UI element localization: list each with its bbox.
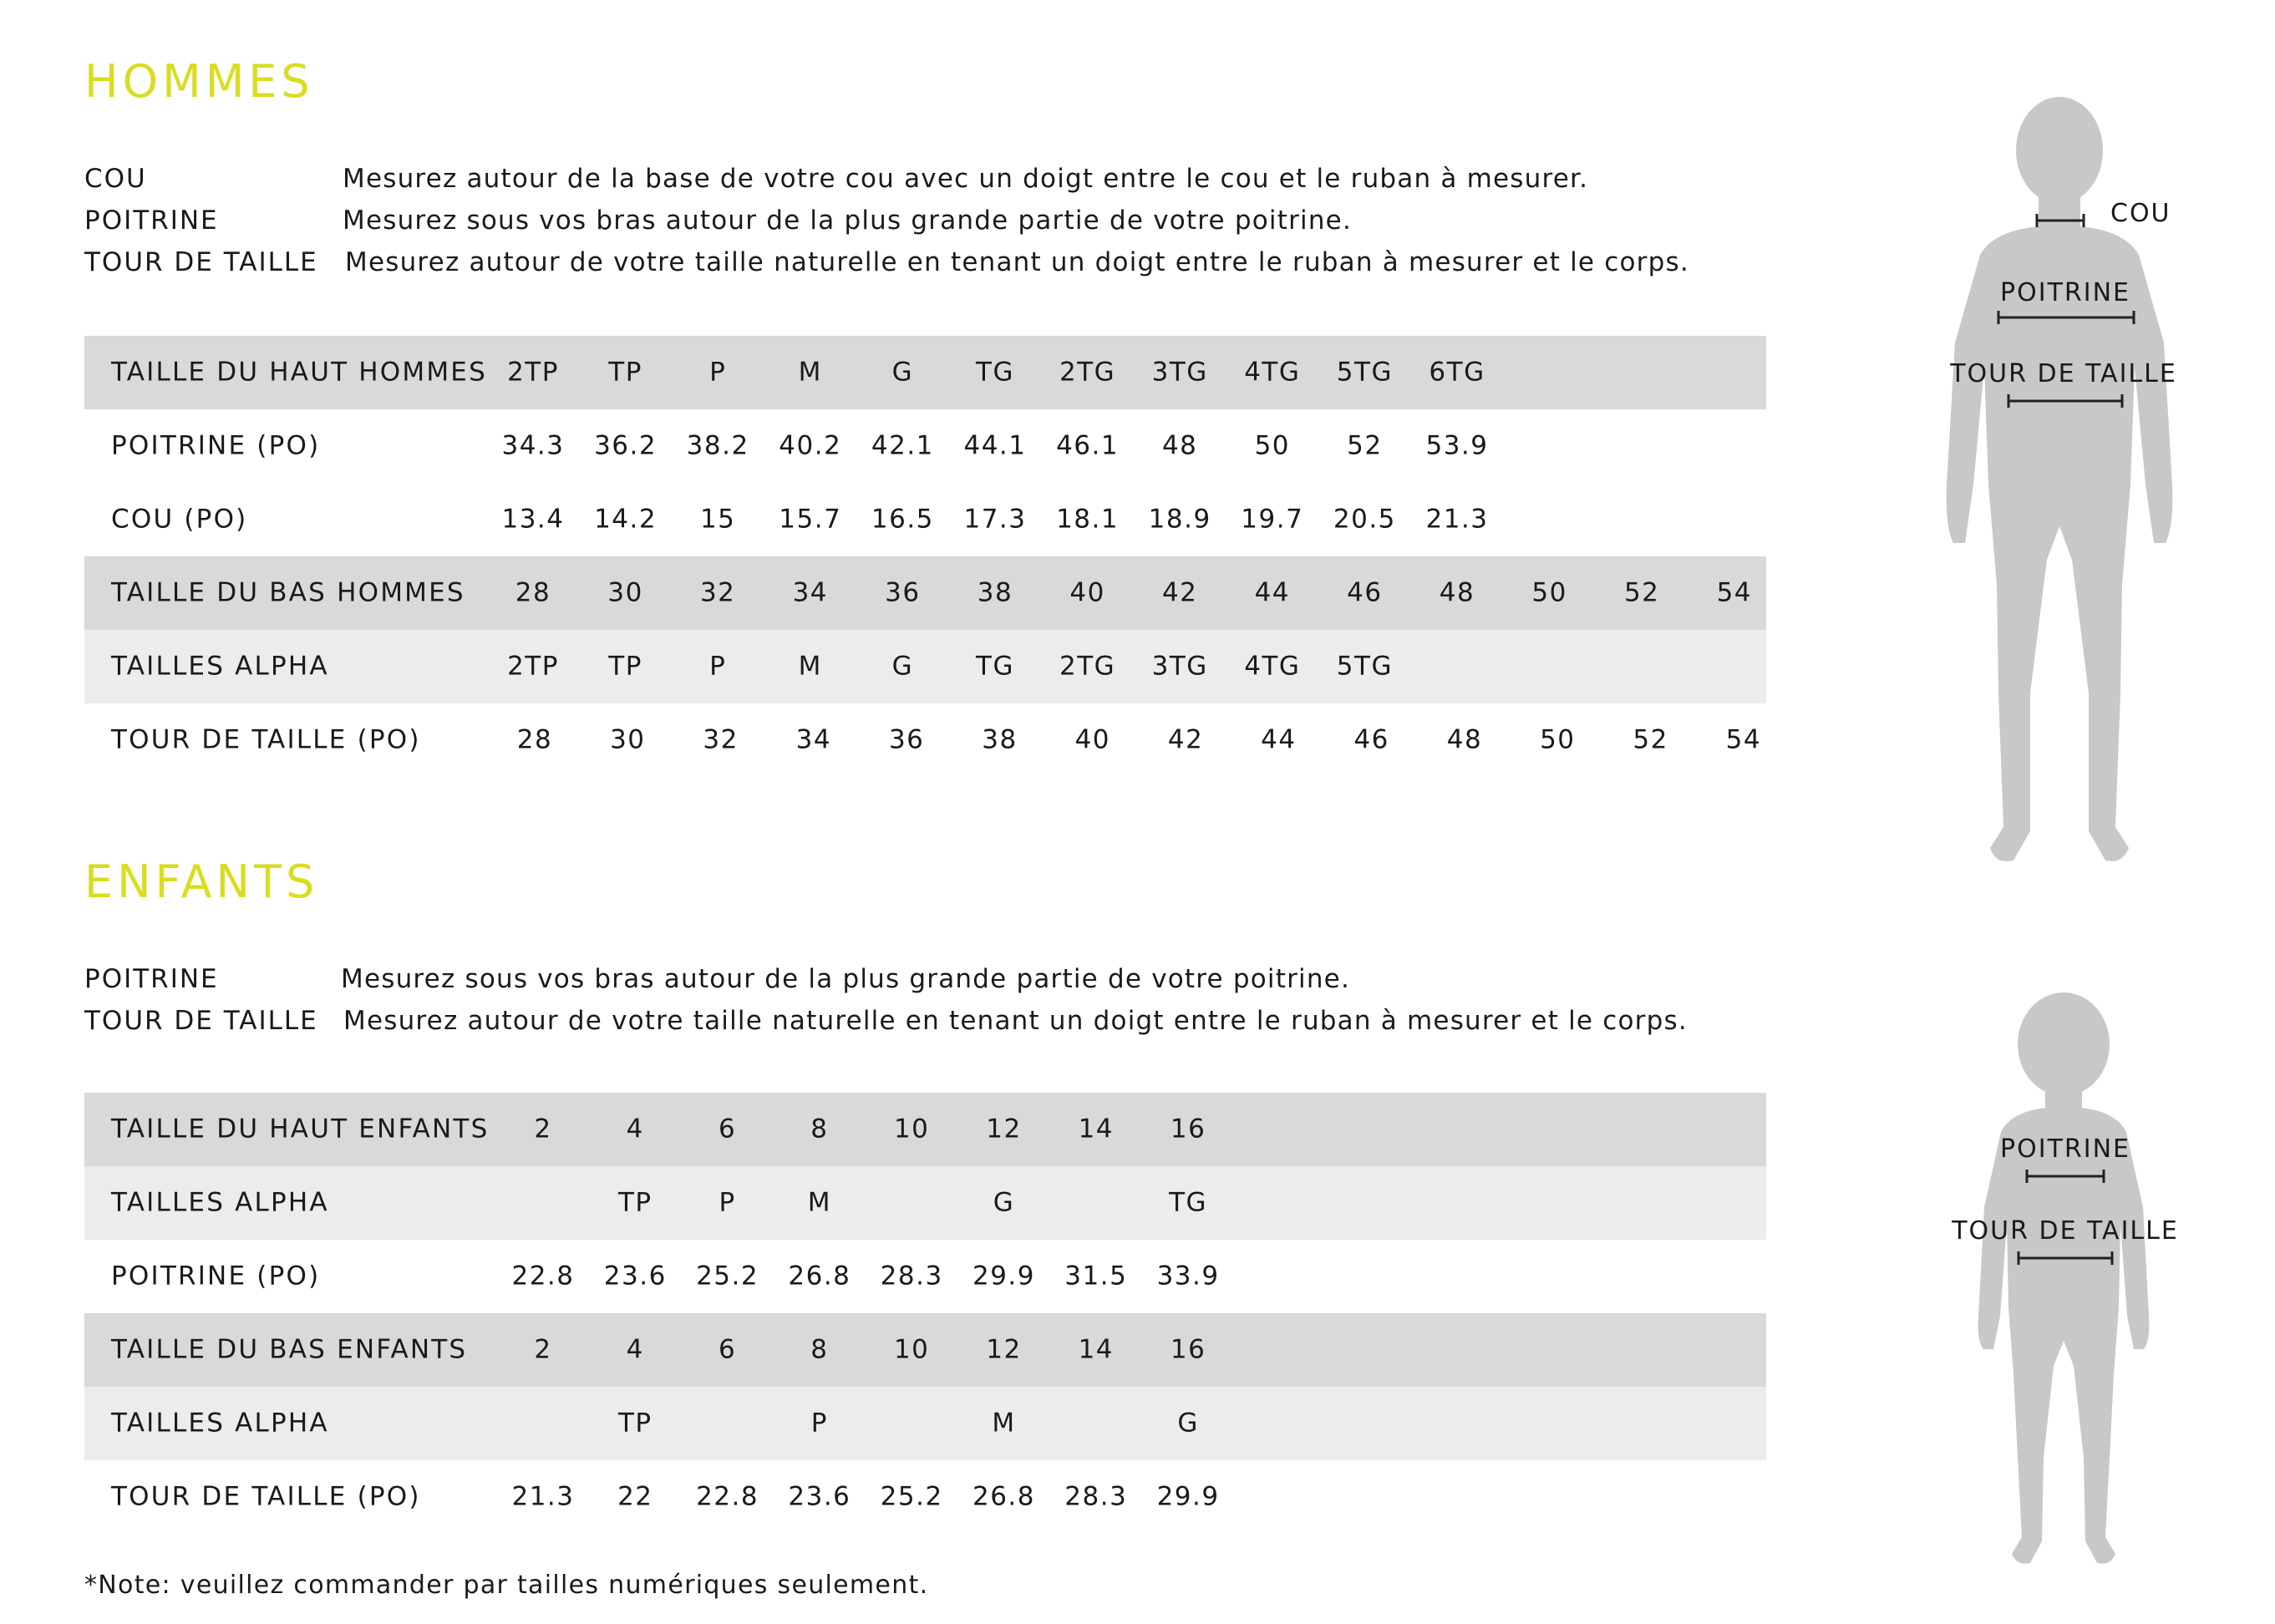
table-cell: 22.8 xyxy=(696,1481,759,1512)
table-cell: TG xyxy=(976,357,1014,388)
table-cell: 34 xyxy=(792,577,829,608)
table-cell: 22 xyxy=(617,1481,653,1512)
table-cell: 48 xyxy=(1446,724,1483,755)
table-cell: 16.5 xyxy=(871,504,934,535)
table-cell: 4TG xyxy=(1244,357,1301,388)
table-cell: 31.5 xyxy=(1064,1261,1128,1292)
row-label: POITRINE (PO) xyxy=(111,430,321,461)
table-cell: 12 xyxy=(986,1114,1022,1144)
men-instruction-text-waist: Mesurez autour de votre taille naturelle en tenant un doigt entre le ruban à mesurer et le corps. xyxy=(345,247,1689,277)
row-label: TAILLES ALPHA xyxy=(111,651,329,682)
table-cell: 33.9 xyxy=(1156,1261,1220,1292)
table-cell: 2TG xyxy=(1059,651,1116,682)
table-cell: 34 xyxy=(795,724,832,755)
kids-instruction-label-chest: POITRINE xyxy=(84,964,219,994)
row-label: TAILLES ALPHA xyxy=(111,1408,329,1439)
table-cell: 26.8 xyxy=(788,1261,851,1292)
table-cell: 46 xyxy=(1347,577,1383,608)
table-cell: 2 xyxy=(534,1334,552,1365)
table-cell: 29.9 xyxy=(1156,1481,1220,1512)
table-cell: 46.1 xyxy=(1056,430,1120,461)
table-cell: 8 xyxy=(810,1334,829,1365)
table-cell: 25.2 xyxy=(696,1261,759,1292)
adult-waist-label: TOUR DE TAILLE xyxy=(1950,359,2177,388)
row-label: TAILLE DU HAUT ENFANTS xyxy=(111,1114,490,1144)
table-cell: M xyxy=(798,651,822,682)
table-cell: 46 xyxy=(1353,724,1389,755)
table-cell: TP xyxy=(617,1187,653,1218)
table-cell: 25.2 xyxy=(880,1481,943,1512)
table-cell: TG xyxy=(1169,1187,1208,1218)
table-cell: 44 xyxy=(1254,577,1291,608)
child-chest-measure-line xyxy=(2025,1168,2105,1185)
kids-section-title: ENFANTS xyxy=(84,855,319,908)
table-cell: 48 xyxy=(1439,577,1475,608)
table-cell: 36.2 xyxy=(594,430,658,461)
child-waist-measure-line xyxy=(2017,1250,2114,1266)
table-cell: 2TG xyxy=(1059,357,1116,388)
table-cell: G xyxy=(1177,1408,1199,1439)
table-cell: 18.9 xyxy=(1148,504,1211,535)
row-label: TAILLE DU HAUT HOMMES xyxy=(111,357,487,388)
table-cell: 6TG xyxy=(1429,357,1485,388)
men-section-title: HOMMES xyxy=(84,55,314,108)
table-cell: 2TP xyxy=(507,651,559,682)
table-cell: 30 xyxy=(610,724,646,755)
kids-row-band xyxy=(84,1387,1766,1460)
table-cell: 18.1 xyxy=(1056,504,1120,535)
table-cell: 40 xyxy=(1069,577,1105,608)
table-cell: 21.3 xyxy=(511,1481,575,1512)
table-cell: 5TG xyxy=(1336,357,1393,388)
table-cell: 15.7 xyxy=(779,504,842,535)
table-cell: 28 xyxy=(516,724,553,755)
table-cell: 29.9 xyxy=(972,1261,1036,1292)
kids-instruction-label-waist: TOUR DE TAILLE xyxy=(84,1006,318,1036)
adult-chest-label: POITRINE xyxy=(2000,278,2130,307)
table-cell: M xyxy=(798,357,822,388)
table-cell: 12 xyxy=(986,1334,1022,1365)
men-instruction-text-neck: Mesurez autour de la base de votre cou avec un doigt entre le cou et le ruban à mesurer. xyxy=(343,164,1589,194)
table-cell: 19.7 xyxy=(1241,504,1304,535)
table-cell: 50 xyxy=(1531,577,1567,608)
adult-neck-label: COU xyxy=(2110,199,2171,228)
table-cell: 10 xyxy=(893,1334,930,1365)
table-cell: 14 xyxy=(1078,1334,1115,1365)
table-cell: TG xyxy=(976,651,1014,682)
table-cell: 38.2 xyxy=(686,430,749,461)
table-cell: P xyxy=(709,357,727,388)
table-cell: 20.5 xyxy=(1333,504,1396,535)
table-cell: 50 xyxy=(1540,724,1576,755)
table-cell: 3TG xyxy=(1151,357,1208,388)
table-cell: 32 xyxy=(703,724,739,755)
table-cell: 54 xyxy=(1725,724,1762,755)
child-chest-label: POITRINE xyxy=(2000,1134,2130,1164)
adult-chest-measure-line xyxy=(1997,309,2135,326)
kids-instruction-text-waist: Mesurez autour de votre taille naturelle en tenant un doigt entre le ruban à mesurer et le corps. xyxy=(343,1006,1688,1036)
table-cell: M xyxy=(992,1408,1016,1439)
table-cell: 34.3 xyxy=(501,430,565,461)
table-cell: 52 xyxy=(1347,430,1383,461)
row-label: TOUR DE TAILLE (PO) xyxy=(111,724,421,755)
table-cell: 10 xyxy=(893,1114,930,1144)
table-cell: 23.6 xyxy=(788,1481,851,1512)
table-cell: 52 xyxy=(1623,577,1660,608)
table-cell: 17.3 xyxy=(963,504,1027,535)
table-cell: 16 xyxy=(1170,1334,1206,1365)
table-cell: TP xyxy=(608,357,642,388)
table-cell: 28 xyxy=(515,577,551,608)
table-cell: 32 xyxy=(699,577,736,608)
table-cell: 4 xyxy=(626,1334,644,1365)
table-cell: M xyxy=(807,1187,832,1218)
table-cell: 54 xyxy=(1716,577,1753,608)
table-cell: 36 xyxy=(888,724,925,755)
table-cell: G xyxy=(993,1187,1015,1218)
table-cell: G xyxy=(891,651,914,682)
men-instruction-label-waist: TOUR DE TAILLE xyxy=(84,247,318,277)
table-cell: 26.8 xyxy=(972,1481,1036,1512)
table-cell: 3TG xyxy=(1151,651,1208,682)
table-cell: 6 xyxy=(718,1114,737,1144)
adult-neck-measure-line xyxy=(2035,212,2085,229)
row-label: TAILLE DU BAS ENFANTS xyxy=(111,1334,468,1365)
footnote: *Note: veuillez commander par tailles numériques seulement. xyxy=(84,1571,929,1600)
table-cell: 30 xyxy=(607,577,643,608)
table-cell: 23.6 xyxy=(603,1261,667,1292)
row-label: POITRINE (PO) xyxy=(111,1261,321,1292)
table-cell: 15 xyxy=(699,504,736,535)
table-cell: 6 xyxy=(718,1334,737,1365)
table-cell: 44.1 xyxy=(963,430,1027,461)
table-cell: 38 xyxy=(982,724,1018,755)
table-cell: 38 xyxy=(977,577,1013,608)
men-instruction-label-neck: COU xyxy=(84,164,147,194)
kids-instruction-text-chest: Mesurez sous vos bras autour de la plus grande partie de votre poitrine. xyxy=(341,964,1351,994)
table-cell: 4 xyxy=(626,1114,644,1144)
table-cell: 22.8 xyxy=(511,1261,575,1292)
table-cell: 2TP xyxy=(507,357,559,388)
table-cell: 5TG xyxy=(1336,651,1393,682)
table-cell: 42.1 xyxy=(871,430,934,461)
table-cell: 48 xyxy=(1161,430,1198,461)
table-cell: P xyxy=(709,651,727,682)
table-cell: 16 xyxy=(1170,1114,1206,1144)
table-cell: 36 xyxy=(885,577,921,608)
table-cell: P xyxy=(719,1187,736,1218)
table-cell: 4TG xyxy=(1244,651,1301,682)
table-cell: 53.9 xyxy=(1425,430,1489,461)
table-cell: 2 xyxy=(534,1114,552,1144)
table-cell: 13.4 xyxy=(501,504,565,535)
table-cell: 50 xyxy=(1254,430,1291,461)
row-label: COU (PO) xyxy=(111,504,248,535)
men-instruction-label-chest: POITRINE xyxy=(84,206,219,236)
table-cell: P xyxy=(810,1408,828,1439)
kids-row-band xyxy=(84,1166,1766,1240)
row-label: TAILLES ALPHA xyxy=(111,1187,329,1218)
adult-waist-measure-line xyxy=(2007,393,2124,409)
table-cell: 14.2 xyxy=(594,504,658,535)
child-waist-label: TOUR DE TAILLE xyxy=(1952,1216,2179,1246)
table-cell: 40 xyxy=(1074,724,1111,755)
table-cell: 40.2 xyxy=(779,430,842,461)
table-cell: 44 xyxy=(1261,724,1297,755)
table-cell: TP xyxy=(608,651,642,682)
table-cell: 52 xyxy=(1633,724,1668,755)
men-instruction-text-chest: Mesurez sous vos bras autour de la plus grande partie de votre poitrine. xyxy=(343,206,1353,236)
table-cell: G xyxy=(891,357,914,388)
table-cell: 14 xyxy=(1078,1114,1115,1144)
row-label: TAILLE DU BAS HOMMES xyxy=(111,577,465,608)
table-cell: 28.3 xyxy=(1064,1481,1128,1512)
table-cell: 21.3 xyxy=(1425,504,1489,535)
table-cell: 42 xyxy=(1161,577,1198,608)
table-cell: 42 xyxy=(1167,724,1204,755)
men-row-band xyxy=(84,630,1766,703)
table-cell: 28.3 xyxy=(880,1261,943,1292)
row-label: TOUR DE TAILLE (PO) xyxy=(111,1481,421,1512)
table-cell: TP xyxy=(617,1408,653,1439)
child-silhouette-illustration xyxy=(1955,990,2172,1575)
table-cell: 8 xyxy=(810,1114,829,1144)
